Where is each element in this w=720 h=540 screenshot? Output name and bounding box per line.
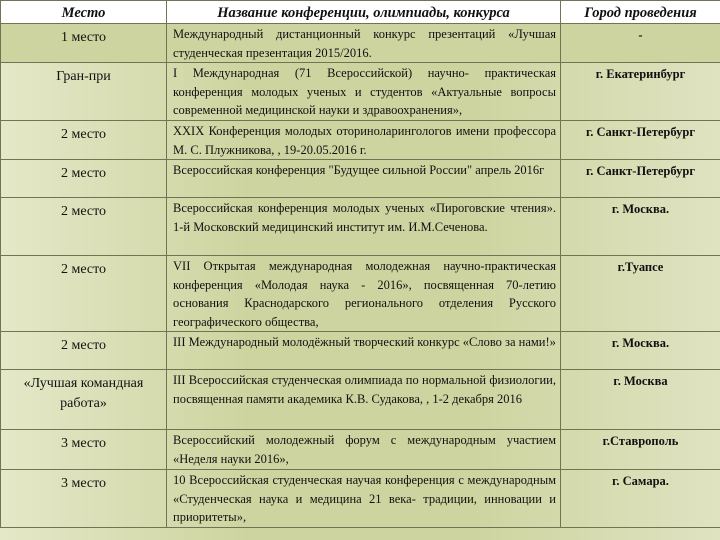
place-cell: 2 место bbox=[1, 160, 167, 198]
place-cell: 2 место bbox=[1, 121, 167, 160]
place-cell: 3 место bbox=[1, 470, 167, 528]
place-cell: «Лучшая командная работа» bbox=[1, 370, 167, 430]
header-city: Город проведения bbox=[561, 1, 720, 24]
header-name: Название конференции, олимпиады, конкурса bbox=[167, 1, 561, 24]
table-row bbox=[1, 160, 720, 198]
table-row bbox=[1, 24, 720, 63]
place-cell: 3 место bbox=[1, 430, 167, 470]
event-name-cell: VII Открытая международная молодежная научно-практическая конференция «Молодая наука - 2016», посвященная 70-летию основания Краснодарского регионального отделения Русского географического общества, bbox=[167, 256, 561, 332]
city-cell: г. Екатеринбург bbox=[561, 63, 720, 121]
table-row bbox=[1, 430, 720, 470]
event-name-cell: III Всероссийская студенческая олимпиада по нормальной физиологии, посвященная памяти академика К.В. Судакова, , 1-2 декабря 2016 bbox=[167, 370, 561, 430]
header-row bbox=[1, 1, 720, 24]
city-cell: г. Санкт-Петербург bbox=[561, 121, 720, 160]
event-name-cell: I Международная (71 Всероссийской) научно- практическая конференция молодых ученых и студентов «Актуальные вопросы современной медицинской науки и здравоохранения», bbox=[167, 63, 561, 121]
place-cell: 2 место bbox=[1, 332, 167, 370]
header-place: Место bbox=[1, 1, 167, 24]
event-name-cell: Всероссийская конференция "Будущее сильной России" апрель 2016г bbox=[167, 160, 561, 198]
event-name-cell: Международный дистанционный конкурс презентаций «Лучшая студенческая презентация 2015/2016. bbox=[167, 24, 561, 63]
event-name-cell: 10 Всероссийская студенческая научая конференция с международным «Студенческая наука и медицина 21 века- традиции, инновации и приоритеты», bbox=[167, 470, 561, 528]
place-cell: 2 место bbox=[1, 198, 167, 256]
event-name-cell: III Международный молодёжный творческий конкурс «Слово за нами!» bbox=[167, 332, 561, 370]
city-cell: - bbox=[561, 24, 720, 63]
place-cell: 2 место bbox=[1, 256, 167, 332]
event-name-cell: Всероссийский молодежный форум с международным участием «Неделя науки 2016», bbox=[167, 430, 561, 470]
place-cell: 1 место bbox=[1, 24, 167, 63]
table-row bbox=[1, 470, 720, 528]
table-row bbox=[1, 198, 720, 256]
city-cell: г. Москва bbox=[561, 370, 720, 430]
city-cell: г. Москва. bbox=[561, 198, 720, 256]
table-row bbox=[1, 332, 720, 370]
table-row bbox=[1, 370, 720, 430]
table-row bbox=[1, 256, 720, 332]
event-name-cell: Всероссийская конференция молодых ученых «Пироговские чтения». 1-й Московский медицинский институт им. И.М.Сеченова. bbox=[167, 198, 561, 256]
table-row bbox=[1, 121, 720, 160]
event-name-cell: XXIX Конференция молодых оториноларингологов имени профессора М. С. Плужникова, , 19-20.05.2016 г. bbox=[167, 121, 561, 160]
city-cell: г.Ставрополь bbox=[561, 430, 720, 470]
table-row bbox=[1, 63, 720, 121]
city-cell: г. Санкт-Петербург bbox=[561, 160, 720, 198]
city-cell: г. Самара. bbox=[561, 470, 720, 528]
city-cell: г.Туапсе bbox=[561, 256, 720, 332]
place-cell: Гран-при bbox=[1, 63, 167, 121]
city-cell: г. Москва. bbox=[561, 332, 720, 370]
